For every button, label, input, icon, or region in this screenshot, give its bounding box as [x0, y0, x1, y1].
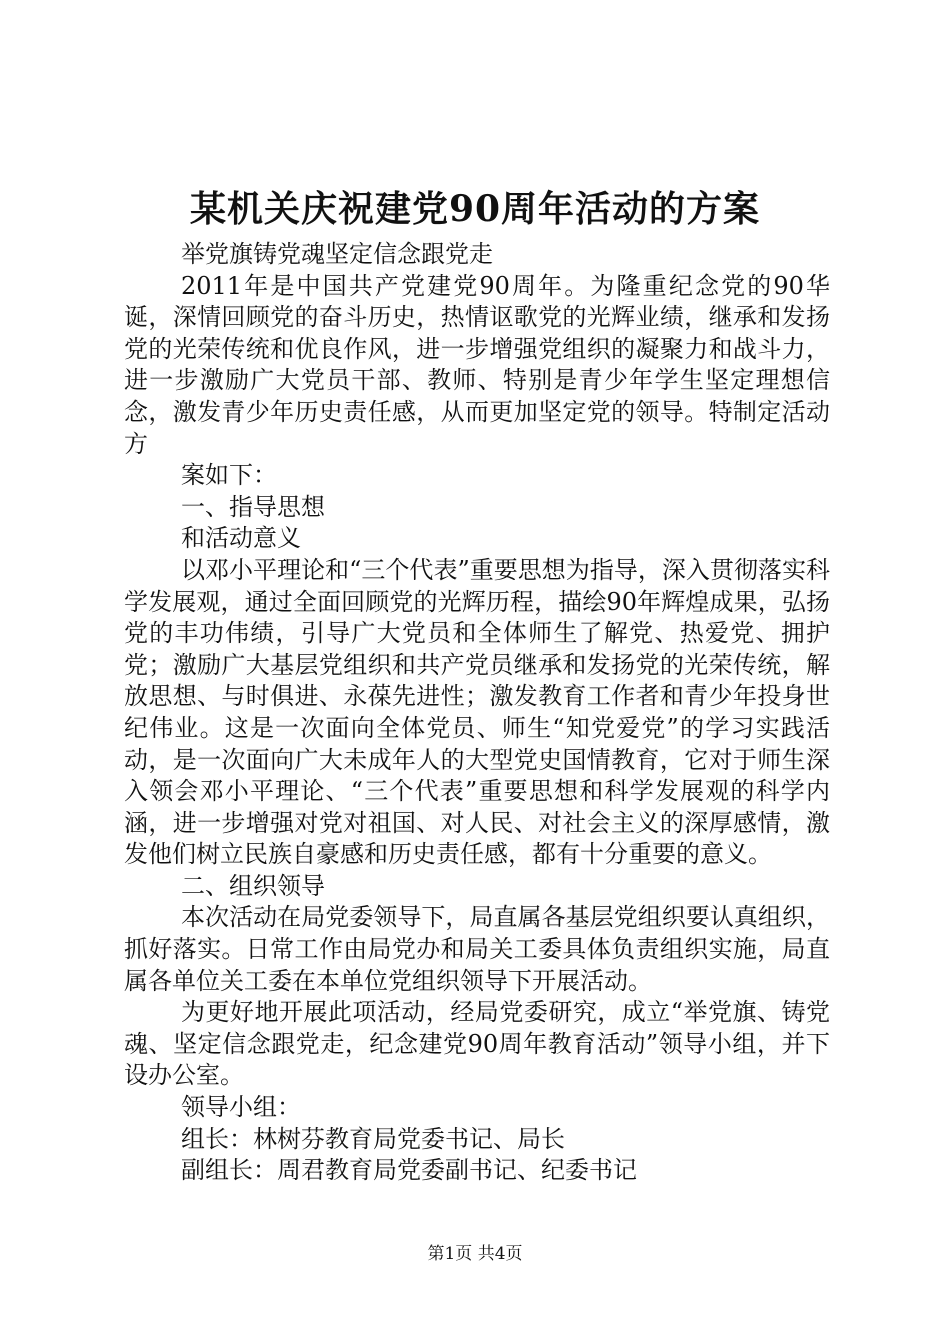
leading-group-label: 领导小组：: [181, 1093, 301, 1122]
paragraph-leading-group: 为更好地开展此项活动，经局党委研究，成立“举党旗、铸党魂、坚定信念跟党走，纪念建党90周年教育活动”领导小组，并下设办公室。: [124, 998, 830, 1090]
document-body: [124, 239, 830, 1187]
paragraph-intro-continued: 案如下：: [181, 461, 277, 490]
group-leader-line: 组长：林树芬教育局党委书记、局长: [181, 1124, 565, 1153]
deputy-leader-line: 副组长：周君教育局党委副书记、纪委书记: [181, 1156, 637, 1185]
section-heading-organization: 二、组织领导: [181, 871, 325, 900]
document-title: 某机关庆祝建党90周年活动的方案: [189, 188, 761, 230]
section-heading-continued: 和活动意义: [181, 524, 301, 553]
paragraph-significance: 以邓小平理论和“三个代表”重要思想为指导，深入贯彻落实科学发展观，通过全面回顾党的光辉历程，描绘90年辉煌成果，弘扬党的丰功伟绩，引导广大党员和全体师生了解党、热爱党、拥护党；激励广大基层党组织和共产党员继承和发扬党的光荣传统，解放思想、与时俱进、永葆先进性；激发教育工作者和青少年投身世纪伟业。这是一次面向全体党员、师生“知党爱党”的学习实践活动，是一次面向广大未成年人的大型党史国情教育，它对于师生深入领会邓小平理论、“三个代表”重要思想和科学发展观的科学内涵，进一步增强对党对祖国、对人民、对社会主义的深厚感情，激发他们树立民族自豪感和历史责任感，都有十分重要的意义。: [124, 555, 830, 869]
section-heading-guiding-thought: 一、指导思想: [181, 492, 325, 521]
paragraph-organization: 本次活动在局党委领导下，局直属各基层党组织要认真组织，抓好落实。日常工作由局党办和局关工委具体负责组织实施，局直属各单位关工委在本单位党组织领导下开展活动。: [124, 903, 830, 995]
paragraph-intro: 2011年是中国共产党建党90周年。为隆重纪念党的90华诞，深情回顾党的奋斗历史，热情讴歌党的光辉业绩，继承和发扬党的光荣传统和优良作风，进一步增强党组织的凝聚力和战斗力，进一步激励广大党员干部、教师、特别是青少年学生坚定理想信念，激发青少年历史责任感，从而更加坚定党的领导。特制定活动方: [124, 271, 830, 458]
paragraph-subtitle: 举党旗铸党魂坚定信念跟党走: [181, 240, 493, 268]
page-indicator: 第1页 共4页: [427, 1244, 523, 1264]
